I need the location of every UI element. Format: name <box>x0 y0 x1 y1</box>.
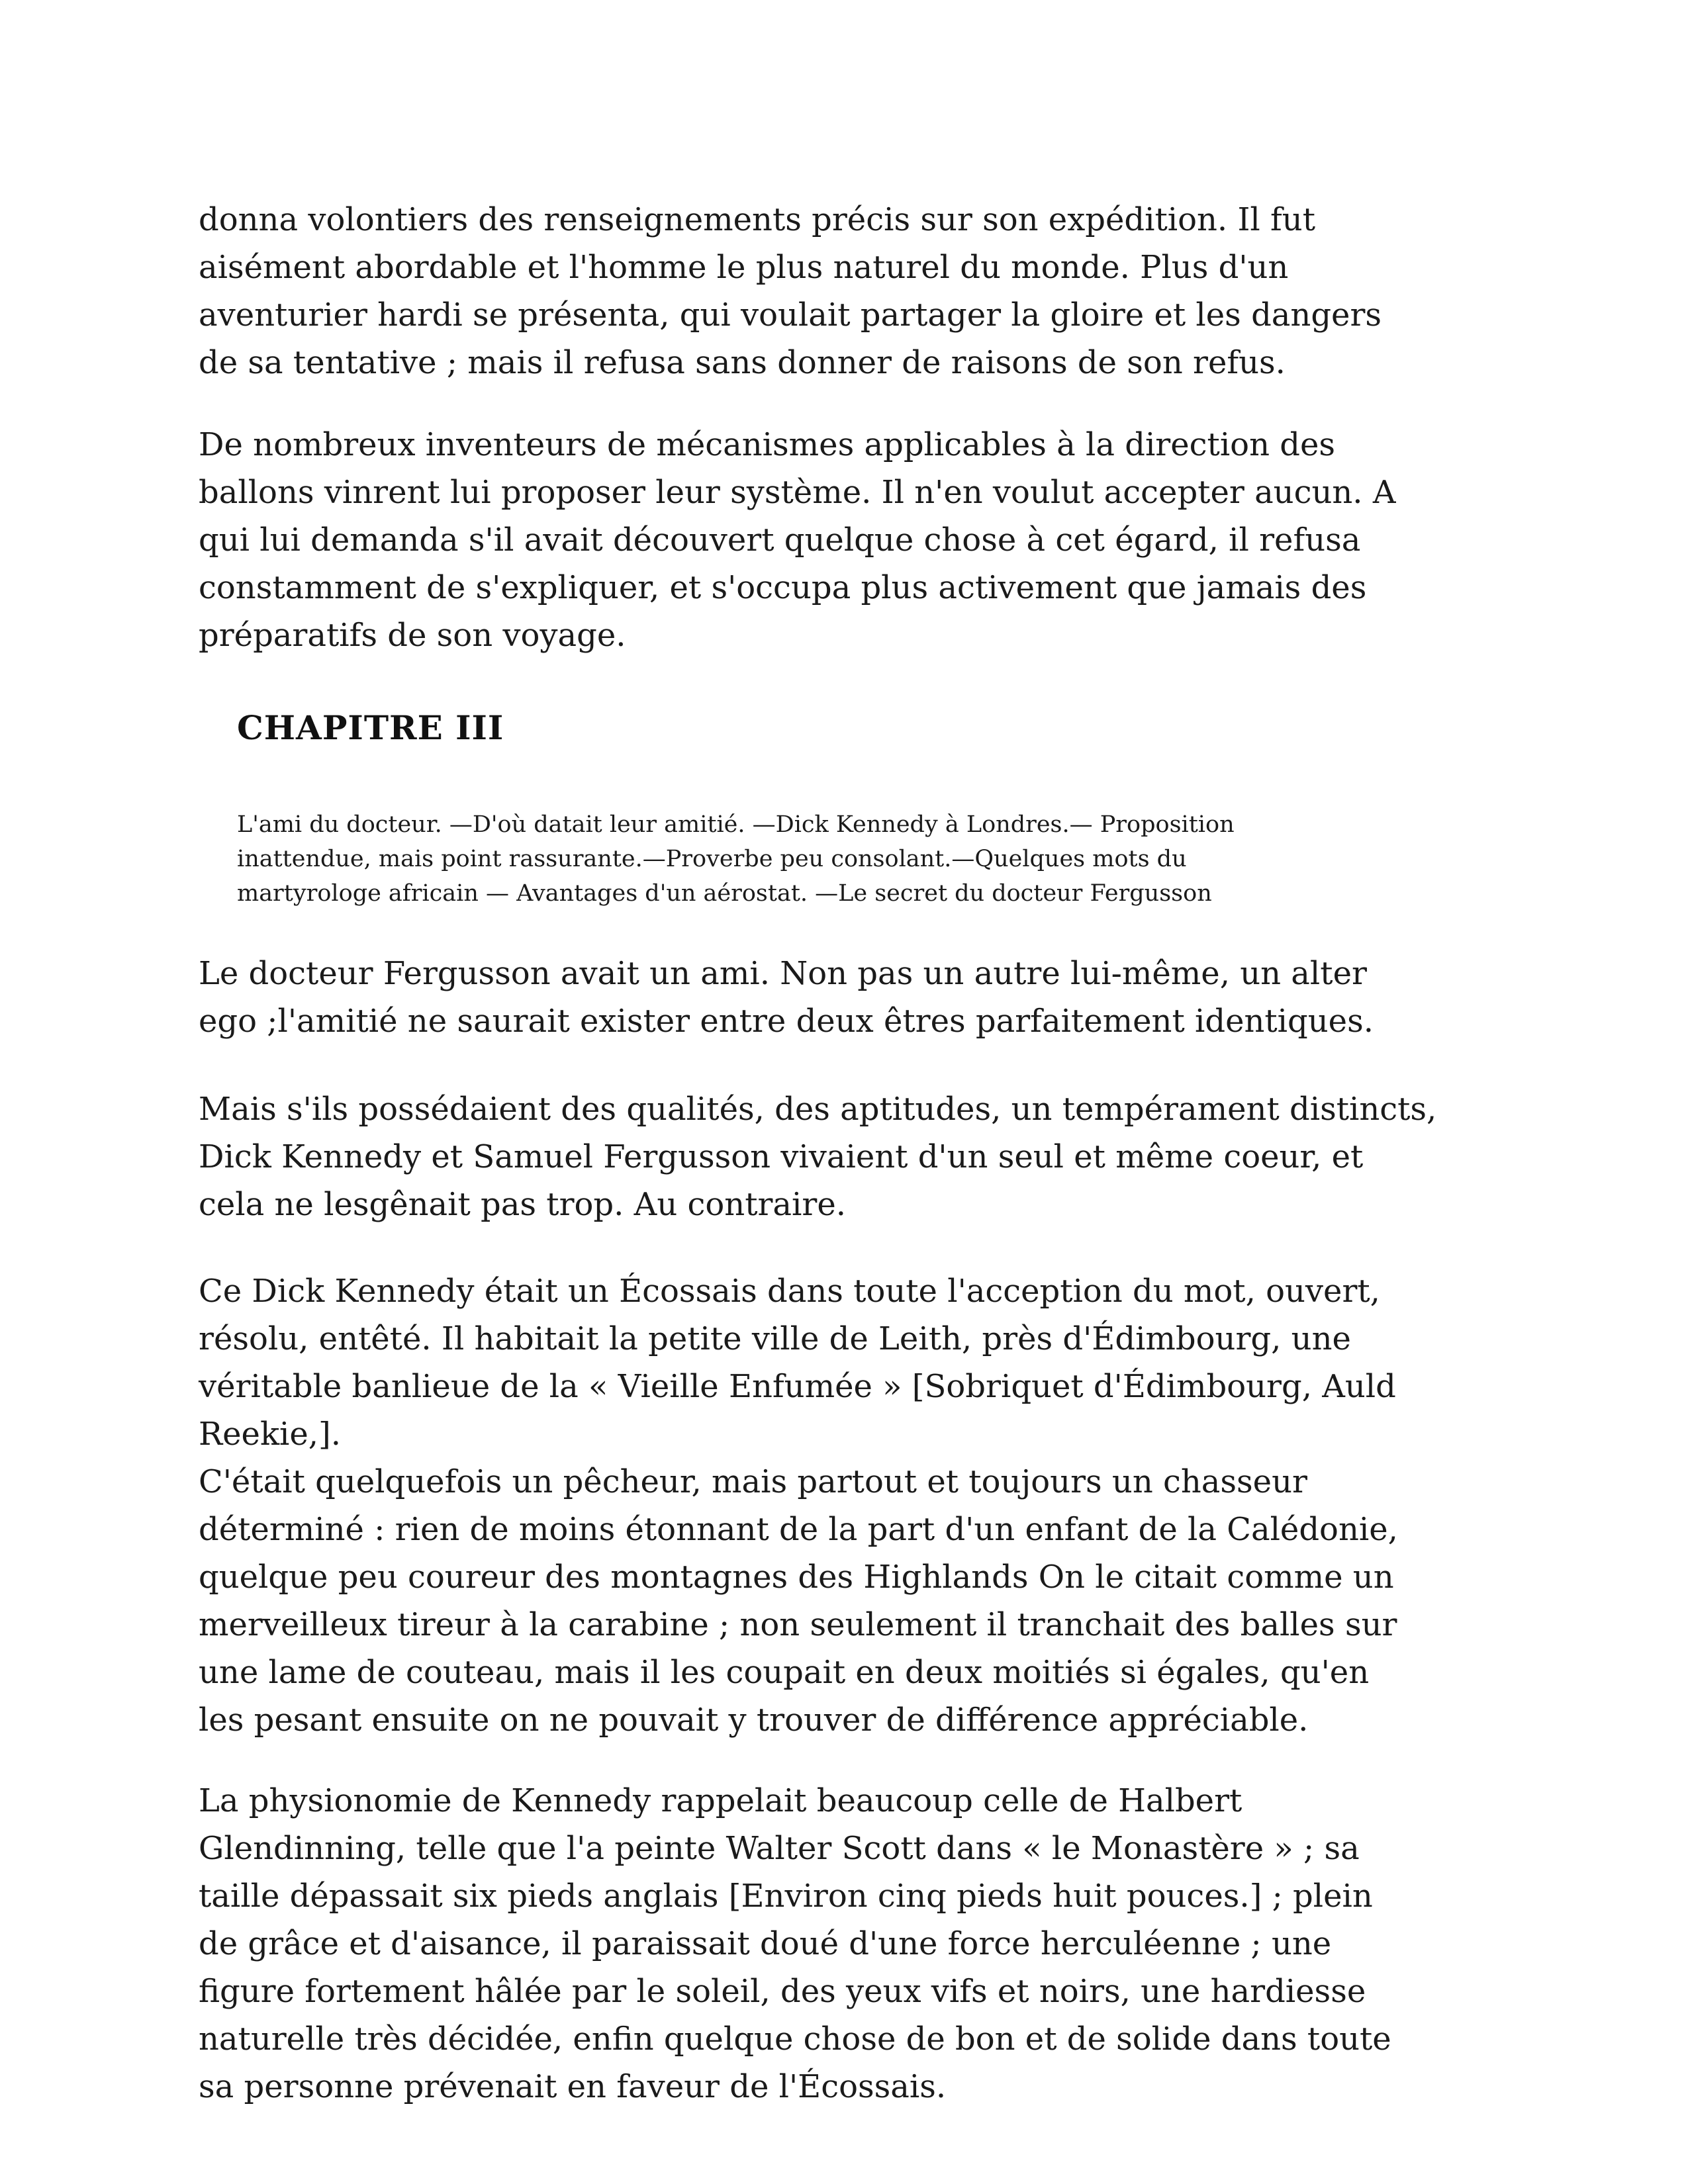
chapter-title: CHAPITRE III <box>237 708 504 747</box>
paragraph-text: La physionomie de Kennedy rappelait beaucoup celle de Halbert Glendinning, telle que l'a peinte Walter Scott dans « le Monastère » ; sa taille dépassait six pieds anglais [Environ cinq pieds huit pouces.] ; plein de grâce et d'aisance, il paraissait doué d'une force herculéenne ; une figure fortement hâlée par le soleil, des yeux vifs et noirs, une hardiesse naturelle très décidée, enfin quelque chose de bon et de solide dans toute sa personne prévenait en faveur de l'Écossais. <box>199 1782 1391 2105</box>
paragraph-physiognomy <box>199 1777 1493 2111</box>
paragraph-text: Ce Dick Kennedy était un Écossais dans toute l'acception du mot, ouvert, résolu, entêté. Il habitait la petite ville de Leith, près d'Édimbourg, une véritable banlieue de la « Vieille Enfumée » [Sobriquet d'Édimbourg, Auld Reekie,]. C'était quelquefois un pêcheur, mais partout et toujours un chasseur déterminé : rien de moins étonnant de la part d'un enfant de la Calédonie, quelque peu coureur des montagnes des Highlands On le citait comme un merveilleux tireur à la carabine ; non seulement il tranchait des balles sur une lame de couteau, mais il les coupait en deux moitiés si égales, qu'en les pesant ensuite on ne pouvait y trouver de différence appréciable. <box>199 1273 1398 1739</box>
paragraph-text: Le docteur Fergusson avait un ami. Non pas un autre lui-même, un alter ego ;l'amitié ne saurait exister entre deux êtres parfaitement identiques. <box>199 955 1374 1040</box>
chapter-summary: L'ami du docteur. —D'où datait leur amitié. —Dick Kennedy à Londres.— Proposition inattendue, mais point rassurante.—Proverbe peu consolant.—Quelques mots du martyrologe africain — Avantages d'un aérostat. —Le secret du docteur Fergusson <box>237 811 1235 907</box>
paragraph-friend <box>199 950 1493 1045</box>
paragraph-qualities <box>199 1085 1493 1228</box>
paragraph-inventors <box>199 421 1493 659</box>
paragraph-text: De nombreux inventeurs de mécanismes applicables à la direction des ballons vinrent lui proposer leur système. Il n'en voulut accepter aucun. A qui lui demanda s'il avait découvert quelque chose à cet égard, il refusa constamment de s'expliquer, et s'occupa plus activement que jamais des préparatifs de son voyage. <box>199 426 1396 654</box>
paragraph-text: Mais s'ils possédaient des qualités, des aptitudes, un tempérament distincts, Dick Kennedy et Samuel Fergusson vivaient d'un seul et même coeur, et cela ne lesgênait pas trop. Au contraire. <box>199 1091 1437 1223</box>
paragraph-scotsman <box>199 1267 1493 1744</box>
paragraph-expedition-info <box>199 196 1493 387</box>
paragraph-text: donna volontiers des renseignements précis sur son expédition. Il fut aisément abordable et l'homme le plus naturel du monde. Plus d'un aventurier hardi se présenta, qui voulait partager la gloire et les dangers de sa tentative ; mais il refusa sans donner de raisons de son refus. <box>199 201 1382 381</box>
